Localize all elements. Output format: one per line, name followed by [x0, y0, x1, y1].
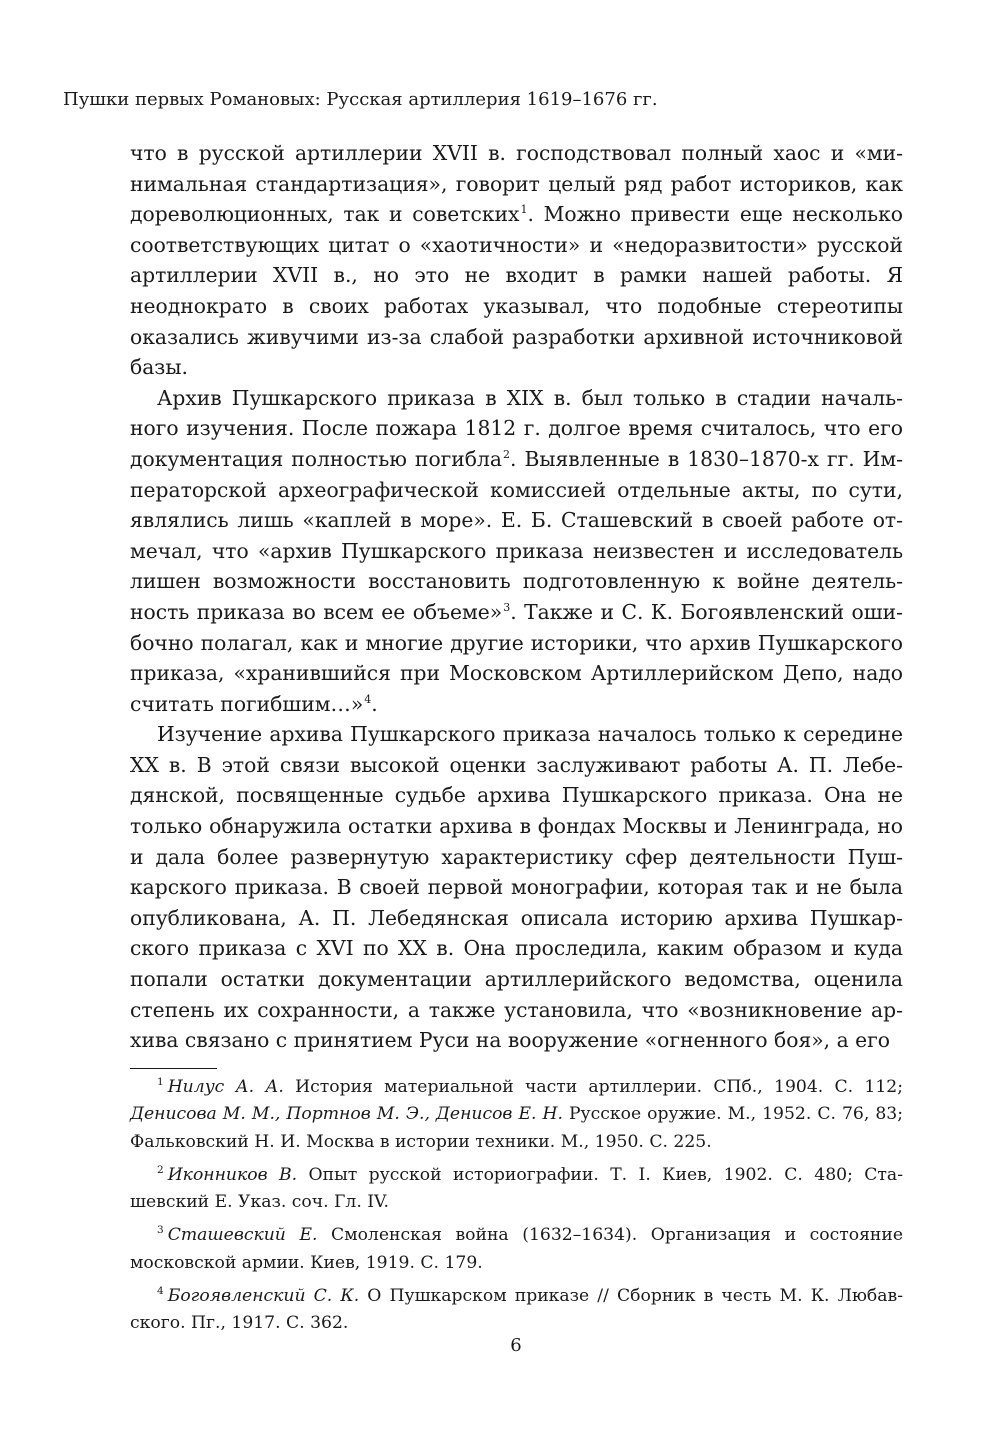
- footnote-ref-4: 4: [364, 692, 372, 706]
- footnote-1-author: Нилус А. А.: [167, 1077, 284, 1097]
- footnote-1-text: История материальной части артиллерии. СПб., 1904. С. 112;: [283, 1077, 903, 1097]
- footnote-ref-3: 3: [503, 600, 511, 614]
- paragraph-2-text-c: . Также и С. К. Богоявленский ошибочно полагал, как и многие другие историки, что архив Пушкарского приказа, «хранившийся при Московском Артиллерийском Депо, надо считать погибшим…»: [130, 599, 903, 716]
- footnote-3-text: Смоленская война (1632–1634). Организация и состояние московской армии. Киев, 1919. С. 179.: [130, 1225, 904, 1273]
- footnote-4-author: Богоявленский С. К.: [167, 1286, 360, 1307]
- footnotes: [130, 1074, 903, 1344]
- paragraph-2-text-a: Архив Пушкарского приказа в XIX в. был только в стадии начального изучения. После пожара 1812 г. долгое время считалось, что его документация полностью погибла: [130, 385, 903, 471]
- footnote-ref-1: 1: [520, 203, 528, 217]
- running-head: Пушки первых Романовых: Русская артиллерия 1619–1676 гг.: [63, 89, 658, 110]
- footnote-1-number: 1: [157, 1076, 164, 1088]
- footnote-4-text: О Пушкарском приказе // Сборник в честь М. К. Любавского. Пг., 1917. С. 362.: [130, 1286, 903, 1334]
- footnote-separator: [130, 1068, 217, 1069]
- footnote-3-number: 3: [157, 1224, 164, 1237]
- footnote-3-author: Сташевский Е.: [167, 1225, 318, 1246]
- footnote-3: [130, 1222, 903, 1277]
- footnote-1-author-2: Денисова М. М., Портнов М. Э., Денисов Е. Н.: [130, 1104, 563, 1125]
- footnote-4: [130, 1283, 903, 1338]
- footnote-2: [130, 1162, 903, 1217]
- footnote-ref-2: 2: [503, 447, 510, 461]
- paragraph-3: Изучение архива Пушкарского приказа началось только к середине XX в. В этой связи высокой оценки заслуживают работы А. П. Лебедянской, посвященные судьбе архива Пушкарского приказа. Она не только обнаружила остатки архива в фондах Москвы и Ленинграда, но и дала более развернутую характеристику сфер деятельности Пушкарского приказа. В своей первой монографии, которая так и не была опубликована, А. П. Лебедянская описала историю архива Пушкарского приказа с XVI по XX в. Она проследила, каким образом и куда попали остатки документации артиллерийского ведомства, оценила степень их сохранности, а также установила, что «возникновение архива связано с принятием Руси на вооружение «огненного боя», а его: [130, 722, 903, 1053]
- paragraph-1: [130, 138, 903, 383]
- footnote-4-number: 4: [157, 1285, 164, 1298]
- main-text: [130, 138, 903, 1056]
- paragraph-1-text-a: что в русской артиллерии XVII в. господствовал полный хаос и «минимальная стандартизация», говорит целый ряд работ историков, как дореволюционных, так и советских: [130, 141, 903, 227]
- paragraph-1-text-b: . Можно привести еще несколько соответствующих цитат о «хаотичности» и «недоразвитости» русской артиллерии XVII в., но это не входит в рамки нашей работы. Я неоднократо в своих работах указывал, что подобные стереотипы оказались живучими из-за слабой разработки архивной источниковой базы.: [130, 202, 903, 380]
- footnote-2-author: Иконников В.: [167, 1164, 298, 1185]
- footnote-2-text: Опыт русской историографии. Т. I. Киев, 1902. С. 480; Сташевский Е. Указ. соч. Гл. IV.: [130, 1164, 903, 1213]
- footnote-1: [130, 1074, 903, 1156]
- footnote-2-number: 2: [157, 1163, 164, 1176]
- paragraph-2: [130, 383, 903, 720]
- paragraph-2-text-b: . Выявленные в 1830–1870-х гг. Императорской археографической комиссией отдельные акты, по сути, являлись лишь «каплей в море». Е. Б. Сташевский в своей работе отмечал, что «архив Пушкарского приказа неизвестен и исследователь лишен возможности восстановить подготовленную к войне деятельность приказа во всем ее объеме»: [130, 446, 903, 624]
- paragraph-2-text-d: .: [371, 691, 378, 716]
- footnote-1-text-2: Русское оружие. М., 1952. С. 76, 83; Фальковский Н. И. Москва в истории техники. М., 1950. С. 225.: [130, 1104, 903, 1152]
- page-number: 6: [510, 1335, 522, 1356]
